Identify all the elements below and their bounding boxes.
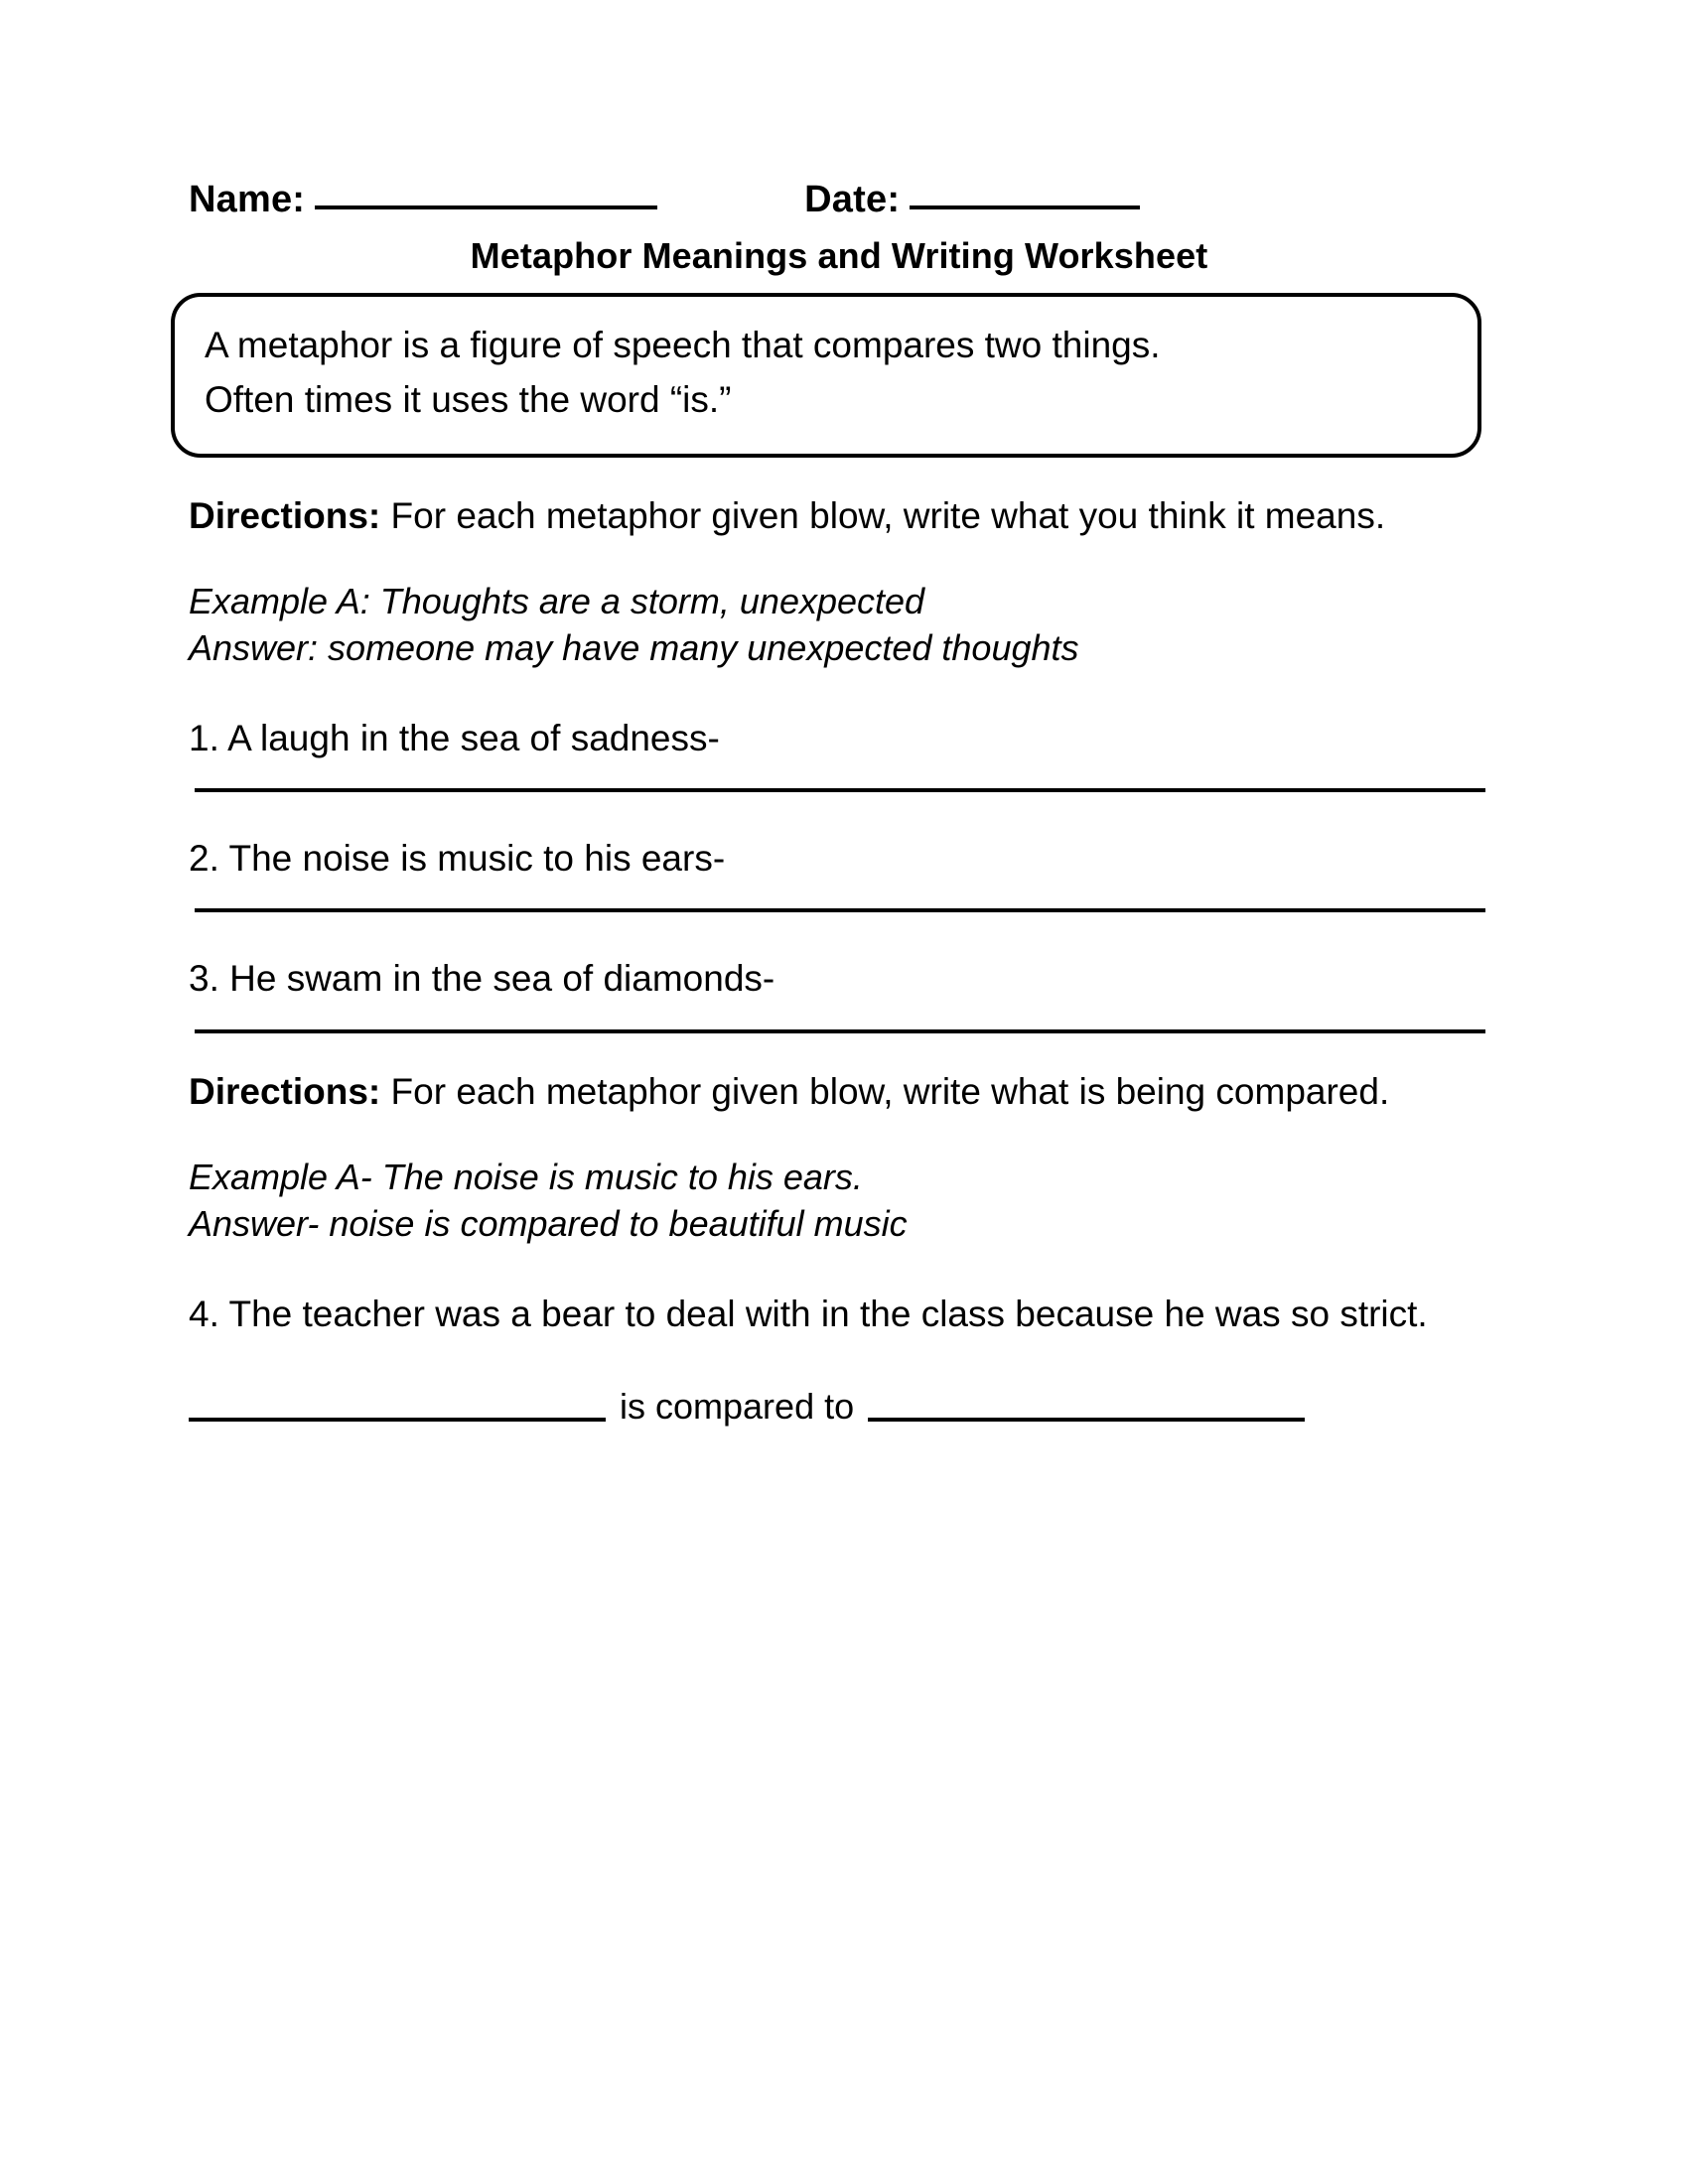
directions-2 xyxy=(189,1063,1489,1121)
example-1-answer: Answer: someone may have many unexpected thoughts xyxy=(189,626,1079,668)
compare-connector-text: is compared to xyxy=(620,1385,855,1427)
answer-line[interactable] xyxy=(195,788,1485,792)
page-title: Metaphor Meanings and Writing Worksheet xyxy=(470,235,1208,276)
directions-1-lead: Directions: xyxy=(189,494,381,536)
directions-2-text: For each metaphor given blow, write what is being compared. xyxy=(380,1070,1390,1112)
question-item: 1. A laugh in the sea of sadness- xyxy=(189,717,720,758)
example-block-1 xyxy=(189,579,1489,672)
answer-line[interactable] xyxy=(195,908,1485,912)
definition-line-1: A metaphor is a figure of speech that compares two things. xyxy=(205,325,1161,365)
definition-box xyxy=(171,293,1481,458)
name-field xyxy=(189,179,657,221)
worksheet-content xyxy=(189,179,1489,1428)
question-item: 2. The noise is music to his ears- xyxy=(189,837,726,879)
question-item: 3. He swam in the sea of diamonds- xyxy=(189,958,775,1000)
example-2-prompt: Example A- The noise is music to his ears. xyxy=(189,1157,863,1198)
definition-line-2: Often times it uses the word “is.” xyxy=(205,378,732,420)
name-input-line[interactable] xyxy=(315,205,657,209)
name-label: Name: xyxy=(189,179,306,220)
question-item: 4. The teacher was a bear to deal with in the class because he was so strict. xyxy=(189,1293,1428,1334)
example-1-prompt: Example A: Thoughts are a storm, unexpected xyxy=(189,580,925,621)
directions-1-text: For each metaphor given blow, write what you think it means. xyxy=(380,494,1386,536)
compare-blank-second[interactable] xyxy=(868,1418,1305,1422)
directions-2-lead: Directions: xyxy=(189,1070,381,1112)
student-header-row xyxy=(189,179,1489,221)
example-2-answer: Answer- noise is compared to beautiful music xyxy=(189,1202,908,1244)
compare-blank-first[interactable] xyxy=(189,1418,606,1422)
date-field xyxy=(804,179,1140,221)
answer-line[interactable] xyxy=(195,1029,1485,1033)
date-input-line[interactable] xyxy=(910,205,1140,209)
directions-1 xyxy=(189,487,1489,545)
compare-fill-in-line xyxy=(189,1386,1489,1428)
date-label: Date: xyxy=(804,179,901,220)
example-block-2 xyxy=(189,1155,1489,1248)
